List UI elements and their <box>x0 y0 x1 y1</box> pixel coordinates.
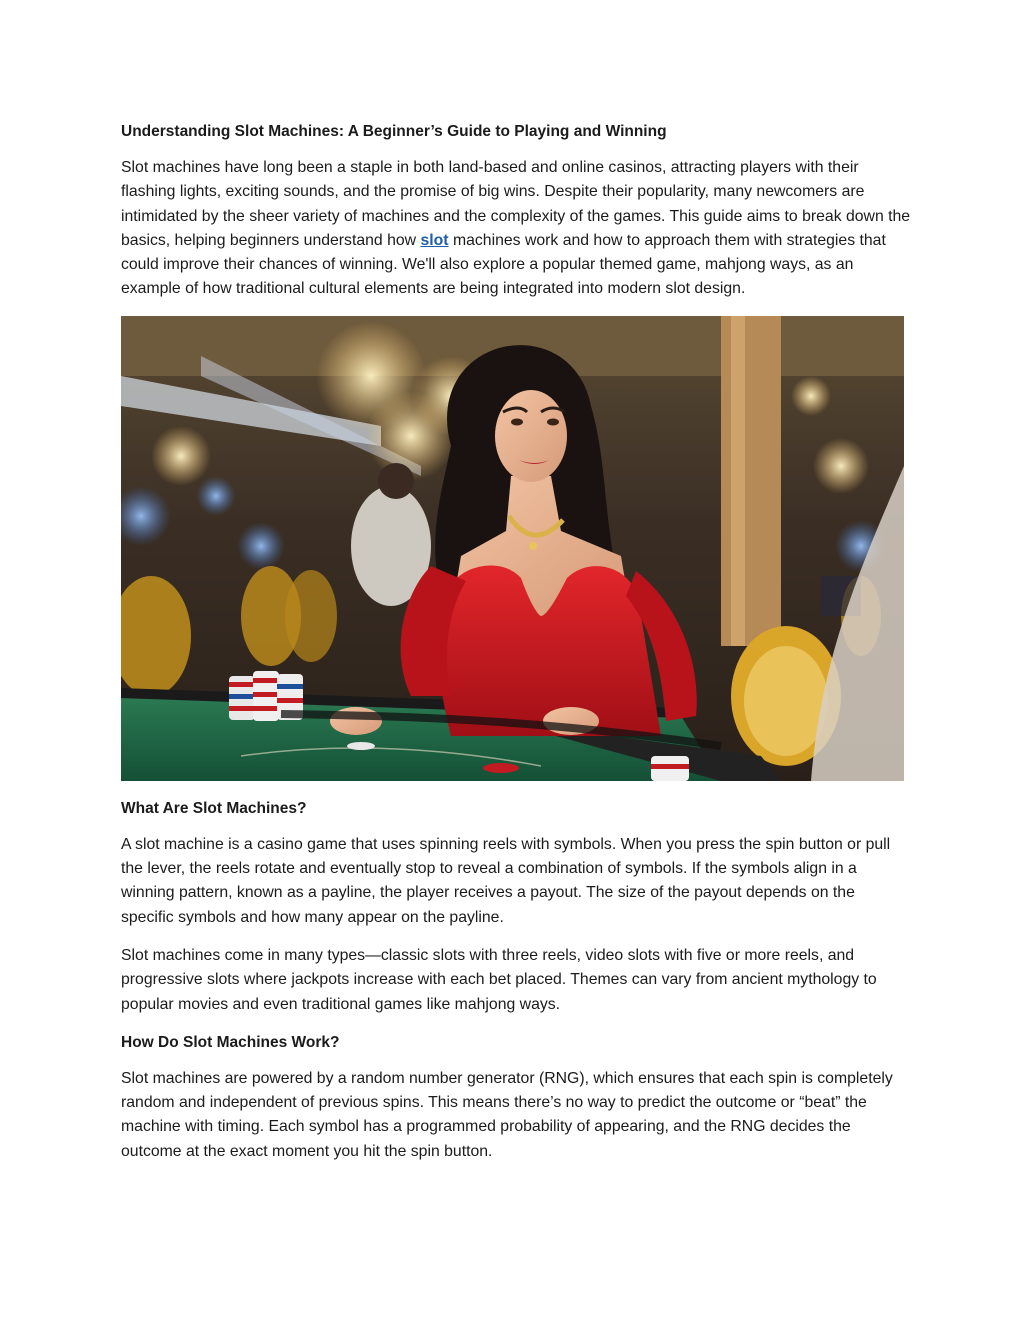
intro-text-before-link: Slot machines have long been a staple in both land-based and online casinos, attracting players with their flashing lights, exciting sounds, and the promise of big wins. Despite their popularity, many newcomers are intimidated by the sheer variety of machines and the complexity of the games. This guide aims to break down the basics, helping beginners understand how <box>121 159 911 249</box>
intro-text-after-link: machines work and how to approach them with strategies that could improve their chances of winning. We'll also explore a popular themed game, mahjong ways, as an example of how traditional cultural elements are being integrated into modern slot design. <box>121 231 886 298</box>
casino-photo-illustration <box>121 316 904 781</box>
intro-paragraph <box>121 156 911 302</box>
article-title: Understanding Slot Machines: A Beginner’s Guide to Playing and Winning <box>121 123 667 140</box>
document-page <box>121 120 911 1164</box>
section-heading-what: What Are Slot Machines? <box>121 799 307 817</box>
section-heading-how: How Do Slot Machines Work? <box>121 1033 340 1051</box>
hero-image <box>121 316 904 781</box>
section-paragraph: A slot machine is a casino game that uses spinning reels with symbols. When you press the spin button or pull the lever, the reels rotate and eventually stop to reveal a combination of symbols. If the symbols align in a winning pattern, known as a payline, the player receives a payout. The size of the payout depends on the specific symbols and how many appear on the payline. <box>121 835 891 926</box>
section-paragraph: Slot machines come in many types—classic slots with three reels, video slots with five or more reels, and progressive slots where jackpots increase with each bet placed. Themes can vary from ancient mythology to popular movies and even traditional games like mahjong ways. <box>121 946 877 1013</box>
slot-link[interactable]: slot <box>420 231 449 249</box>
section-paragraph: Slot machines are powered by a random number generator (RNG), which ensures that each spin is completely random and independent of previous spins. This means there’s no way to predict the outcome or “beat” the machine with timing. Each symbol has a programmed probability of appearing, and the RNG decides the outcome at the exact moment you hit the spin button. <box>121 1069 893 1160</box>
